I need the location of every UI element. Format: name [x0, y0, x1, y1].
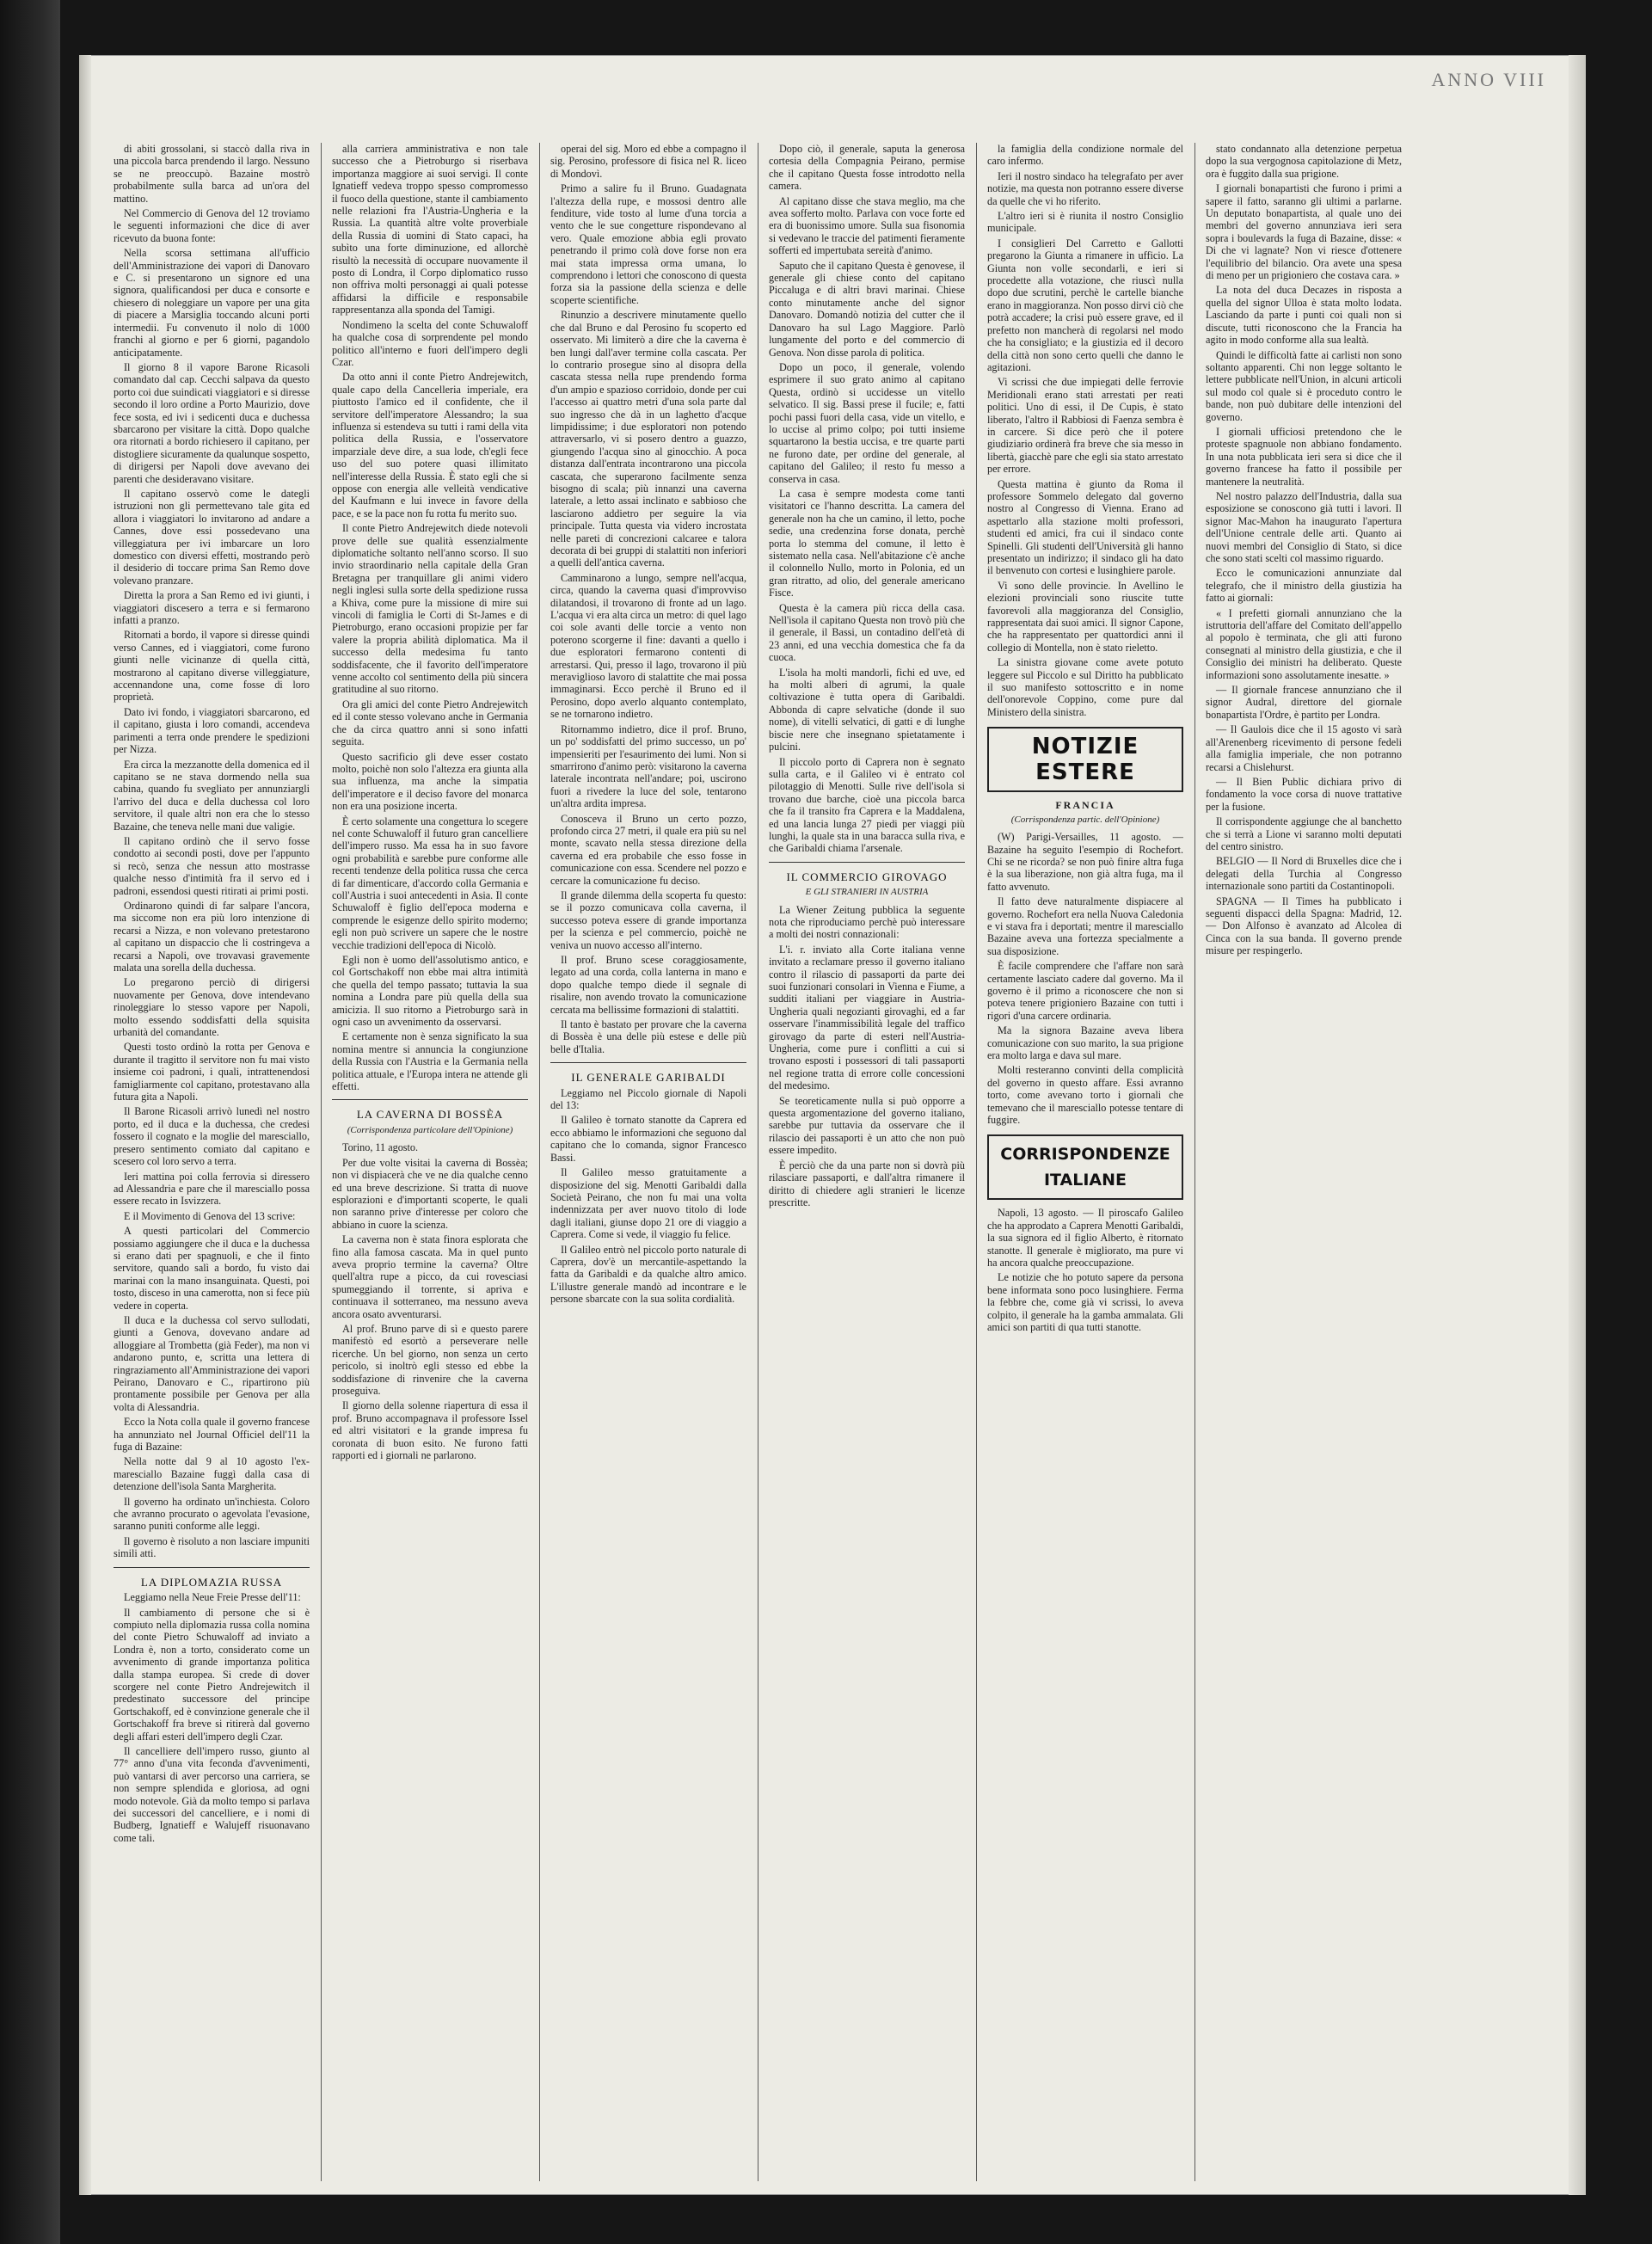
article-paragraph: Il fatto deve naturalmente dispiacere al governo. Rochefort era nella Nuova Caledonia e vi stava fra i deportati; mentre il maresciallo Bazaine aveva una fortezza specialmente a sua disposizione.	[987, 895, 1183, 957]
article-paragraph: Nel nostro palazzo dell'Industria, dalla sua esposizione se conoscono già tutti i lavori. Il signor Mac-Mahon ha inaugurato l'apertura dell'Unione centrale delle arti. Quanto ai nuovi membri del Consiglio di Stato, si dice che sono stati scelti col massimo riguardo.	[1206, 489, 1402, 564]
article-paragraph: la famiglia della condizione normale del caro infermo.	[987, 143, 1183, 168]
article-paragraph: Rinunzio a descrivere minutamente quello che dal Bruno e dal Perosino fu scoperto ed osservato. Mi limiterò a dire che la caverna è ben lungi dall'aver termine colla cascata. Per lo contrario prosegue sino al disopra della cascata stessa nella rupe prendendo forma d'un ampio e spazioso corridoio, donde per cui l'accesso ai quattro metri d'una sola parte dal suo ingresso che dà in un laghetto d'acque limpidissime; i due esploratori non potendo attraversarlo, vi si posero dentro a guazzo, giungendo l'acqua sino al ginocchio. A poca distanza dall'entrata incontrarono una piccola cascata, che superarono facilmente senza bisogno di scala; più innanzi una caverna laterale, a letto assai inclinato e sabbioso che lasciarono addietro per seguire la via principale. Tutta questa via videro incrostata nelle pareti di concrezioni calcaree e talora decorata di bei gruppi di stalattiti non inferiori a quelli dell'antica caverna.	[550, 309, 746, 569]
page-right-margin	[1569, 55, 1586, 2195]
article-paragraph: operai del sig. Moro ed ebbe a compagno il sig. Perosino, professore di fisica nel R. liceo di Mondovì.	[550, 143, 746, 180]
article-paragraph: Egli non è uomo dell'assolutismo antico, e col Gortschakoff non ebbe mai altra intimità che quella del tempo passato; tuttavia la sua nomina a Londra pare più quella della sua amicizia. Il suo ritorno a Pietroburgo sarà in ogni caso un avvenimento da osservarsi.	[332, 954, 528, 1029]
article-paragraph: Ecco la Nota colla quale il governo francese ha annunziato nel Journal Officiel dell'11 la fuga di Bazaine:	[114, 1416, 310, 1454]
article-paragraph: SPAGNA — Il Times ha pubblicato i seguenti dispacci della Spagna: Madrid, 12. — Don Alfonso è avanzato ad Alcolea di Cinca con la sua banda. Il governo prende misure per respingerlo.	[1206, 895, 1402, 957]
article-paragraph: Questa mattina è giunto da Roma il professore Sommelo delegato dal governo nostro al Congresso di Vienna. Erano ad aspettarlo alla stazione molti professori, studenti ed amici, fra cui il sindaco conte Spinelli. Gli studenti dell'Università gli hanno presentato un indirizzo; il sindaco gli ha dato il benvenuto con cortesi e lusinghiere parole.	[987, 477, 1183, 577]
article-paragraph: È facile comprendere che l'affare non sarà certamente lasciato cadere dal governo. Ma il governo è il primo a riconoscere che non si poteva tenere prigioniero Bazaine con tutti i rigori d'una carcere ordinaria.	[987, 960, 1183, 1022]
article-paragraph: Dopo un poco, il generale, volendo esprimere il suo grato animo al capitano Questa, ordinò si uccidesse un vitello selvatico. Il sig. Bassi prese il fucile; e, fatti pochi passi fuori della casa, vide un vitello, e lo uccise al primo colpo; poi tutti insieme squartarono la bestia uccisa, e tre quarte parti ne furono date, per ordine del generale, al capitano del Galileo; il resto fu messo a conserva in casa.	[769, 360, 965, 485]
article-paragraph: Il Galileo entrò nel piccolo porto naturale di Caprera, dov'è un mercantile-aspettando la fatta da Garibaldi e da qualche altro amico. L'illustre generale mandò ad incontrare e le persone sbarcate con la sua solita cordialità.	[550, 1243, 746, 1306]
article-paragraph: Il cambiamento di persone che si è compiuto nella diplomazia russa colla nomina del conte Pietro Schuwaloff ad inviato a Londra è, non a torto, considerato come un avvenimento di grande importanza politica dalla stampa europea. Si crede di dover scorgere nel conte Pietro Andrejewitch il predestinato successore del principe Gortschakoff, ed è convinzione generale che il Gortschakoff fra breve si ritirerà dal governo degli affari esteri dell'impero degli Czar.	[114, 1606, 310, 1743]
article-paragraph: Dato ivi fondo, i viaggiatori sbarcarono, ed il capitano, giusta i loro comandi, accendeva parimenti a terra onde prendere le spedizioni per Nizza.	[114, 705, 310, 756]
estere-subtitle: (Corrispondenza partic. dell'Opinione)	[1010, 814, 1160, 825]
article-paragraph: alla carriera amministrativa e non tale successo che a Pietroburgo si riserbava importanza maggiore ai suoi servigi. Il conte Ignatieff vedeva troppo spesso compromesso il fuoco della questione, stante il cambiamento nelle relazioni fra l'Austria-Ungheria e la Russia. La quantità altre volte proverbiale della Russia di uomini di Stato capaci, ha subìto una forte diminuzione, ed allorchè risultò la necessità di occupare nuovamente il posto di Londra, il Corpo diplomatico russo non offriva molti personaggi ai quali potesse affidarsi la difficile e responsabile rappresentanza alla sponda del Tamigi.	[332, 143, 528, 317]
francia-heading: FRANCIA	[1055, 799, 1115, 812]
section-title-caverna: LA CAVERNA DI BOSSÈA	[356, 1108, 504, 1122]
article-paragraph: La sinistra giovane come avete potuto leggere sul Piccolo e sul Diritto ha pubblicato il suo manifesto sottoscritto e in nome dell'onorevole Coppino, come pure dal Ministero della sinistra.	[987, 656, 1183, 718]
section-subtitle-commercio: E GLI STRANIERI IN AUSTRIA	[805, 887, 929, 898]
article-paragraph: Il capitano osservò come le dategli istruzioni non gli permettevano tale gita ed allora i viaggiatori lo invitarono ad andare a Cannes, dove essi possedevano una villeggiatura per ivi imbarcare un loro domestico con diversi effetti, mostrando però il desiderio di toccare prima San Remo dove volevano pranzare.	[114, 487, 310, 587]
article-paragraph: di abiti grossolani, si staccò dalla riva in una piccola barca prendendo il largo. Nessuno se ne preoccupò. Bazaine mostrò probabilmente sulla barca ad un'ora del mattino.	[114, 143, 310, 205]
column-rule	[539, 143, 540, 2181]
article-paragraph: I giornali bonapartisti che furono i primi a sapere il fatto, saranno gli ultimi a parlarne. Un deputato bonapartista, al quale uno dei membri del governo annunziava ieri sera sopra i boulevards la fuga di Bazaine, disse: « Di che vi lagnate? Non vi riesce d'ottenere l'equilibrio del bilancio. Ora avete una spesa di meno per un prigioniero che costava cara. »	[1206, 182, 1402, 282]
article-paragraph: Nella scorsa settimana all'ufficio dell'Amministrazione dei vapori di Danovaro e C. si presentarono un signore ed una signora, qualificandosi per duca e consorte e chiesero di noleggiare un vapore per una gita di piacere a Marsiglia toccando alcuni porti intermedii. Fu convenuto il nolo di 1000 franchi al giorno e per 6 giorni, pagandolo anticipatamente.	[114, 247, 310, 359]
article-paragraph: « I prefetti giornali annunziano che la istruttoria dell'affare del Comitato dell'appello al popolo è terminata, che gli atti furono consegnati al ministro della giustizia, e che il Consiglio dei ministri ha deliberato. Queste informazioni sono assolutamente inesatte. »	[1206, 606, 1402, 681]
column-rule	[976, 143, 977, 2181]
col2-section-paragraphs	[332, 1141, 528, 1461]
corrispondenze-italiane-heading: CORRISPONDENZE ITALIANE	[987, 1134, 1183, 1200]
col5-estere-paragraphs	[987, 831, 1183, 1126]
col5-paragraphs	[987, 143, 1183, 718]
column-rule	[1194, 143, 1195, 2181]
col6-paragraphs	[1206, 143, 1402, 957]
divider	[769, 862, 965, 863]
article-paragraph: E il Movimento di Genova del 13 scrive:	[124, 1209, 296, 1222]
column-4	[769, 143, 965, 2181]
col2-paragraphs	[332, 143, 528, 1092]
article-paragraph: È perciò che da una parte non si dovrà più rilasciare passaporti, e dall'altra rimanere il diritto di chiedere agli stranieri le licenze prescritte.	[769, 1159, 965, 1208]
article-paragraph: Il cancelliere dell'impero russo, giunto al 77° anno d'una vita feconda d'avvenimenti, può vantarsi di aver percorso una carriera, se non sempre splendida e gloriosa, ad ogni modo notevole. Già da molto tempo si parlava dei successori del cancelliere, e i nomi di Budberg, Ignatieff e Walujeff risuonavano come tali.	[114, 1744, 310, 1844]
article-paragraph: Da otto anni il conte Pietro Andrejewitch, quale capo della Cancelleria imperiale, era piuttosto l'amico ed il confidente, che il servitore dell'imperatore Alessandro; la sua influenza si estendeva su tutti i rami della vita politica della Russia, e l'osservatore imparziale deve dire, a sua lode, ch'egli fece uso del suo potere quasi illimitato nell'interesse della Russia. È stato egli che si oppose con energia alle velleità vendicative del Kaufmann e lui invece in favore della pace, e se la pace non fu rotta fu merito suo.	[332, 371, 528, 520]
article-paragraph: Camminarono a lungo, sempre nell'acqua, circa, quando la caverna quasi d'improvviso dilatandosi, il trovarono di fronte ad un lago. L'acqua vi era alta circa un metro: di quel lago coi sole avanti delle torcie a vento non poterono scorgerne il fine: davanti a quello i due esploratori fermarono contenti di arrestarsi. Qui, presso il lago, trovarono il più meraviglioso lavoro di stalattite che mai possa immaginarsi. Ecco perchè il Bruno ed il Perosino, dopo averlo alquanto contemplato, se ne tornarono indietro.	[550, 571, 746, 721]
article-paragraph: L'i. r. inviato alla Corte italiana venne invitato a reclamare presso il governo italiano contro il rilascio di passaporti da parte dei suoi funzionari consolari in Vienna e Fiume, a sudditi italiani per viaggiare in Austria-Ungheria quali negozianti girovaghi, ed a far osservare l'inammissibilità legale del traffico girovago da parte di esteri nell'Austria-Ungheria, come pure i conflitti a cui si trovano esposti i possessori di tali passaporti nel regione tratta di errore colle concessioni del medesimo.	[769, 943, 965, 1092]
article-paragraph: Nella notte dal 9 al 10 agosto l'ex-maresciallo Bazaine fuggì dalla casa di detenzione dell'isola Santa Margherita.	[114, 1455, 310, 1493]
article-paragraph: La casa è sempre modesta come tanti visitatori ce l'hanno descritta. La camera del generale non ha che un camino, il letto, poche sedie, una credenzina forse donata, perchè porta lo stemma del comune, il letto è sistemato nella casa. Nell'abitazione c'è anche il colonnello Nullo, morto in Polonia, ed un gran ritratto, ad olio, del generale americano Fisce.	[769, 487, 965, 599]
article-paragraph: stato condannato alla detenzione perpetua dopo la sua vergognosa capitolazione di Metz, ora è fuggito dalla sua prigione.	[1206, 143, 1402, 180]
article-paragraph: È certo solamente una congettura lo scegere nel conte Schuwaloff il futuro gran cancelliere dell'impero russo. Ma essa ha in suo favore ogni probabilità e sarebbe pure conforme alle recenti tendenze della politica russa che cerca di far dimenticare, d'accordo colla Germania e coll'Austria i suoi antecedenti in Asia. Il conte Schuwaloff è figlio dell'epoca moderna e comprende le esigenze dello spirito moderno; egli non può scrivere un sapere che le nostre vecchie tradizioni dell'epoca di Nicolò.	[332, 815, 528, 951]
col3-paragraphs	[550, 143, 746, 1055]
article-paragraph: Le notizie che ho potuto sapere da persona bene informata sono poco lusinghiere. Ferma la febbre che, come già vi scrissi, lo aveva colpito, il generale ha la gamba ammalata. Gli amici son partiti di qua tutti stanotte.	[987, 1271, 1183, 1334]
article-paragraph: Il capitano ordinò che il servo fosse condotto ai secondi posti, dove per l'appunto si recò, senza che nessun atto mostrasse qualche nesso d'intimità fra il servo ed i padroni, essendosi questi ritirati ai primi posti.	[114, 834, 310, 897]
article-paragraph: A questi particolari del Commercio possiamo aggiungere che il duca e la duchessa si erano dati per spagnuoli, e che il finto servitore, quando salì a bordo, fu visto dai marinai con la mano insanguinata. Questi, poi tosto, disceso in una camerotta, non si fece più vedere in coperta.	[114, 1225, 310, 1312]
article-paragraph: Il giorno della solenne riapertura di essa il prof. Bruno accompagnava il professore Issel ed altri visitatori e la grande impresa fu coronata di buon esito. Ne furono fatti rapporti ed i giornali ne parlarono.	[332, 1399, 528, 1462]
article-paragraph: Al prof. Bruno parve di sì e questo parere manifestò ed esortò a perseverare nelle ricerche. Un bel giorno, non senza un certo pericolo, si inoltrò egli stesso ed ebbe la soddisfazione di rinvenire che la caverna proseguiva.	[332, 1322, 528, 1397]
article-paragraph: Vi scrissi che due impiegati delle ferrovie Meridionali erano stati arrestati per reati politici. Uno di essi, il De Cupis, è stato liberato, l'altro il Rabbiosi di Faenza sembra è in carcere. Si dice però che il potere giudiziario ordinerà fra breve che sia messo in libertà, giacchè pare che egli sia stato arrestato per errore.	[987, 376, 1183, 476]
article-paragraph: Ieri mattina poi colla ferrovia si diressero ad Alessandria e pare che il maresciallo possa essere recato in Isvizzera.	[114, 1170, 310, 1208]
section-subtitle-caverna: (Corrispondenza particolare dell'Opinione)	[347, 1124, 513, 1135]
article-paragraph: La caverna non è stata finora esplorata che fino alla famosa cascata. Ma in quel punto aveva proprio termine la caverna? Oltre quell'altra rupe a picco, da cui rovesciasi spumeggiando il torrente, si apriva e continuava il sotterraneo, ma nessuno aveva ancora osato avventurarsi.	[332, 1233, 528, 1320]
article-paragraph: Il grande dilemma della scoperta fu questo: se il pozzo comunicava colla caverna, il successo poteva essere di grande importanza per la scienza e pel commercio, poichè ne veniva un nuovo accesso all'interno.	[550, 888, 746, 951]
article-paragraph: Ritornati a bordo, il vapore si diresse quindi verso Cannes, ed i viaggiatori, come furono giunti nelle vicinanze di quella città, mostrarono al capitano diverse villeggiature, accennandone una, come fosse di loro proprietà.	[114, 629, 310, 704]
article-paragraph: E certamente non è senza significato la sua nomina mentre si annuncia la congiunzione della Russia con l'Austria e la Germania nella politica attuale, e l'Europa intera ne attende gli effetti.	[332, 1030, 528, 1093]
article-paragraph: Quindi le difficoltà fatte ai carlisti non sono soltanto apparenti. Chi non legge soltanto le lettere pubblicate nell'Union, in alcuni articoli sul modo col quale si è proceduto contro le bande, non può dubitare delle intenzioni del governo.	[1206, 348, 1402, 423]
article-paragraph: Il tanto è bastato per provare che la caverna di Bossèa è una delle più estese e delle più belle d'Italia.	[550, 1018, 746, 1055]
article-paragraph: Napoli, 13 agosto. — Il piroscafo Galileo che ha approdato a Caprera Menotti Garibaldi, la sua signora ed il figlio Alberto, è ritornato stanotte. Il generale è migliorato, ma pure vi ha ancora qualche preoccupazione.	[987, 1207, 1183, 1270]
notizie-estere-heading: NOTIZIE ESTERE	[987, 727, 1183, 792]
col4-section-paragraphs	[769, 904, 965, 1209]
article-paragraph: Se teoreticamente nulla si può opporre a questa argomentazione del governo italiano, sarebbe pur tuttavia da osservare che il rilascio dei passaporti è un atto che non può essere impedito.	[769, 1094, 965, 1157]
article-paragraph: Questi tosto ordinò la rotta per Genova e durante il tragitto il servitore non fu mai visto insieme coi padroni, i quali, intrattenendosi famigliarmente col capitano, protestavano alla futura gita a Napoli.	[114, 1041, 310, 1104]
column-1	[114, 143, 310, 2181]
article-paragraph: Leggiamo nel Piccolo giornale di Napoli del 13:	[550, 1086, 746, 1112]
columns-container	[114, 143, 1541, 2181]
page-binding-edge	[79, 55, 91, 2195]
article-paragraph: Il duca e la duchessa col servo sullodati, giunti a Genova, dovevano andare ad alloggiare al Trombetta (già Feder), ma non vi andarono punto, e, scritta una lettera di ringraziamento all'Amministrazione dei vapori Peirano, Danovaro e C., ripartirono più prontamente possibile per Genova per alla volta di Alessandria.	[114, 1313, 310, 1413]
column-3	[550, 143, 746, 2181]
col3-section-paragraphs	[550, 1087, 746, 1306]
article-paragraph: Nel Commercio di Genova del 12 troviamo le seguenti informazioni che dice di aver ricevuto da buona fonte:	[114, 207, 310, 244]
divider	[550, 1062, 746, 1063]
article-paragraph: Nondimeno la scelta del conte Schuwaloff ha qualche cosa di sorprendente pel mondo politico all'interno e fuori dell'impero degli Czar.	[332, 318, 528, 368]
divider	[114, 1567, 310, 1568]
article-paragraph: Il giorno 8 il vapore Barone Ricasoli comandato dal cap. Cecchi salpava da questo porto coi due suindicati viaggiatori e si diresse secondo il loro ordine a Porto Maurizio, dove fece sosta, ed ivi i sedicenti duca e duchessa sbarcarono per visitare la città. Dopo qualche ora ritornati a bordo richiesero il capitano, per distogliere sicuramente da qualunque sospetto, di dirigersi per Napoli dove avevano dei parenti che desideravano visitare.	[114, 360, 310, 485]
article-paragraph: Questo sacrificio gli deve esser costato molto, poichè non solo l'altezza era giunta alla sua influenza, ma anche la simpatia dell'imperatore e il deciso favore del monarca non era una posizione incerta.	[332, 750, 528, 813]
column-5	[987, 143, 1183, 2181]
col1-paragraphs	[114, 143, 310, 1560]
article-paragraph: (W) Parigi-Versailles, 11 agosto. — Bazaine ha seguito l'esempio di Rochefort. Chi se ne ricorda? se non può finire altra fuga è la sua liberazione, non già altra fuga, ma il fatto avvenuto.	[987, 831, 1183, 893]
article-paragraph: BELGIO — Il Nord di Bruxelles dice che i delegati della Turchia al Congresso internazionale sono partiti da Costantinopoli.	[1206, 855, 1402, 893]
article-paragraph: Ma la signora Bazaine aveva libera comunicazione con suo marito, la sua prigione era molto larga e dava sul mare.	[987, 1024, 1183, 1061]
article-paragraph: — Il Bien Public dichiara privo di fondamento la voce corsa di nuove trattative per la fusione.	[1206, 775, 1402, 813]
article-paragraph: La nota del duca Decazes in risposta a quella del signor Ulloa è stata molto lodata. Lasciando da parte i punti coi quali non si discute, tutti riconoscono che la Francia ha agito in modo conforme alla sua lealtà.	[1206, 284, 1402, 347]
column-rule	[321, 143, 322, 2181]
article-paragraph: Il Galileo messo gratuitamente a disposizione del sig. Menotti Garibaldi dalla Società Peirano, che non fu mai una volta indennizzata per aver nuovo titolo di lode dagli italiani, giunse dopo 21 ore di viaggio a Caprera. Come si vede, il viaggio fu felice.	[550, 1166, 746, 1241]
newspaper-page	[79, 55, 1586, 2195]
header-fragment: ANNO VIII	[1431, 69, 1546, 90]
article-paragraph: Il prof. Bruno scese coraggiosamente, legato ad una corda, colla lanterna in mano e dopo qualche tempo diede il segnale di risalire, non avendo trovato la comunicazione cercata ma bellissime formazioni di stalattiti.	[550, 954, 746, 1016]
article-paragraph: L'isola ha molti mandorli, fichi ed uve, ed ha molti alberi di agrumi, la quale coltivazione è tutta opera di Garibaldi. Abbonda di capre selvatiche (donde il suo nome), di vitelli selvatici, di gatti e di lunghe biscie nere che insegnano spietatamente i pulcini.	[769, 666, 965, 753]
divider	[332, 1099, 528, 1100]
article-paragraph: Il piccolo porto di Caprera non è segnato sulla carta, e il Galileo vi è entrato col pilotaggio di Menotti. Sulle rive dell'isola si trovano due barche, cioè una piccola barca che fa il transito fra Caprera e la Maddalena, ed una lancia lunga 27 piedi per viaggi più lunghi, la quale sta in una baracca sulla riva, e che Garibaldi chiama l'arsenale.	[769, 755, 965, 855]
article-paragraph: Conosceva il Bruno un certo pozzo, profondo circa 27 metri, il quale era più su nel monte, scavato nella stessa direzione della caverna ed era probabile che esso fosse in comunicazione con essa. Scendere nel pozzo e cercare la comunicazione fu deciso.	[550, 812, 746, 887]
article-paragraph: Il governo ha ordinato un'inchiesta. Coloro che avranno procurato o agevolata l'evasione, saranno puniti conforme alle leggi.	[114, 1495, 310, 1533]
article-paragraph: La Wiener Zeitung pubblica la seguente nota che riproduciamo perchè può interessare a molti dei nostri connazionali:	[769, 903, 965, 941]
article-paragraph: L'altro ieri si è riunita il nostro Consiglio municipale.	[987, 210, 1183, 235]
article-paragraph: I consiglieri Del Carretto e Gallotti pregarono la Giunta a rimanere in ufficio. La Giunta non volle secondarli, e ieri si procedette alla votazione, che riuscì nulla dopo due scrutini, perchè le cartelle bianche erano in maggioranza. Non posso dirvi ciò che potrà accadere; la crisi può essere grave, ed il prefetto non mancherà di regolarsi nel modo che ha consigliato; e la giustizia ed il decoro della città non sono certo quelli che danno le agitazioni.	[987, 237, 1183, 373]
article-paragraph: Ecco le comunicazioni annunziate dal telegrafo, che il ministro della giustizia ha fatto ai giornali:	[1206, 567, 1402, 605]
article-paragraph: Diretta la prora a San Remo ed ivi giunti, i viaggiatori discesero a terra e si fermarono infatti a pranzo.	[114, 589, 310, 627]
col4-paragraphs	[769, 143, 965, 855]
article-paragraph: Vi sono delle provincie. In Avellino le elezioni provinciali sono riuscite tutte favorevoli alla maggioranza del Consiglio, rappresentata dai suoi amici. Il signor Capone, che ha rappresentato per quattordici anni il collegio di Montella, non è stato rieletto.	[987, 579, 1183, 654]
article-paragraph: Il governo è risoluto a non lasciare impuniti simili atti.	[114, 1534, 310, 1560]
article-paragraph: Ora gli amici del conte Pietro Andrejewitch ed il conte stesso volevano anche in Germania che da circa quattro anni si sono infatti seguita.	[332, 698, 528, 748]
article-paragraph: Il corrispondente aggiunge che al banchetto che si terrà a Lione vi saranno molti deputati del centro sinistro.	[1206, 815, 1402, 852]
article-paragraph: Il conte Pietro Andrejewitch diede notevoli prove delle sue qualità essenzialmente diplomatiche soltanto nell'anno scorso. Il suo invio straordinario nella capitale della Gran Bretagna per tranquillare gli animi videro negli inglesi sulla sorte della spedizione russa a Khiva, come pure la missione di mire sui vincoli di famiglia le Corti di St-James e di Pietroburgo, erano occasioni propizie per far valere la propria abilità diplomatica. Ma il successo della medesima fu tanto soddisfacente, che il favorito dell'imperatore venne accolto col sentimento della più sincera gratitudine al suo ritorno.	[332, 522, 528, 696]
article-paragraph: Era circa la mezzanotte della domenica ed il capitano se ne stava dormendo nella sua cabina, quando fu svegliato per annunziargli l'arrivo del duca e della duchessa col loro servitore, il quale altri non era che lo stesso Bazaine, che teneva nelle mani due valigie.	[114, 758, 310, 833]
column-2	[332, 143, 528, 2181]
section-title-commercio: IL COMMERCIO GIROVAGO	[786, 870, 948, 883]
article-paragraph: Saputo che il capitano Questa è genovese, il generale gli chiese conto del capitano Piccaluga e di altri bravi marinai. Chiese conto minutamente anche del signor Danovaro. Domandò notizia del cutter che il Danovaro ha sul Lago Maggiore. Parlò lungamente del porto e del commercio di Genova. Non disse parola di politica.	[769, 259, 965, 359]
column-6	[1206, 143, 1402, 2181]
article-paragraph: Al capitano disse che stava meglio, ma che avea sofferto molto. Parlava con voce forte ed era di buonissimo umore. Sulla sua fisonomia si vedevano le traccie del patimenti fieramente sofferti ed impertubata sereità d'animo.	[769, 194, 965, 257]
scan-dark-edge	[0, 0, 60, 2244]
section-title-diplomazia: LA DIPLOMAZIA RUSSA	[140, 1575, 283, 1589]
article-paragraph: — Il Gaulois dice che il 15 agosto vi sarà all'Arenenberg ricevimento di persone fedeli alla famiglia imperiale, che non potranno recarsi a Chislehurst.	[1206, 723, 1402, 773]
article-paragraph: Torino, 11 agosto.	[342, 1141, 419, 1154]
col1-section-paragraphs	[114, 1591, 310, 1844]
article-paragraph: Lo pregarono perciò di dirigersi nuovamente per Genova, dove intendevano rinoleggiare lo stesso vapore per Napoli, molto essendo soddisfatti della squisita urbanità del comandante.	[114, 976, 310, 1039]
article-paragraph: Ordinarono quindi di far salpare l'ancora, ma siccome non era più loro intenzione di recarsi a Nizza, e non volevano pretestarono al capitano un dispaccio che li costringeva a recarsi a Napoli, ove trovavasi gravemente malata una sorella della duchessa.	[114, 899, 310, 974]
section-title-garibaldi: IL GENERALE GARIBALDI	[571, 1071, 726, 1085]
col5-italiane-paragraphs	[987, 1207, 1183, 1333]
article-paragraph: Leggiamo nella Neue Freie Presse dell'11:	[124, 1591, 301, 1604]
article-paragraph: Ritornammo indietro, dice il prof. Bruno, un po' soddisfatti del primo successo, un po' impensieriti per l'esaurimento dei lumi. Non si smarrirono d'animo però: visitarono la caverna laterale incontrata nell'andare; poi, uscirono fuori a rivedere la luce del sole, tentarono un'altra ardita impresa.	[550, 722, 746, 810]
article-paragraph: — Il giornale francese annunziano che il signor Audral, direttore del giornale bonapartista l'Ordre, è partito per Londra.	[1206, 684, 1402, 721]
article-paragraph: Il Galileo è tornato stanotte da Caprera ed ecco abbiamo le informazioni che seguono dal capitano che lo comanda, signor Francesco Bassi.	[550, 1114, 746, 1164]
article-paragraph: Primo a salire fu il Bruno. Guadagnata l'altezza della rupe, e mossosi dentro alle fenditure, vide tosto al lume d'una torcia a vento che le sue congetture rispondevano al vero. Quale emozione abbia egli provato penetrando il primo colà dove forse non era mai stata impressa orma umana, lo comprendono i lettori che conoscono di questa forza sia la passione della scienza e delle scoperte scientifiche.	[550, 182, 746, 306]
article-paragraph: Questa è la camera più ricca della casa. Nell'isola il capitano Questa non trovò più che il generale, il Bassi, un contadino dell'età di 23 anni, ed una vecchia domestica che fa da cuoca.	[769, 601, 965, 664]
article-paragraph: Ieri il nostro sindaco ha telegrafato per aver notizie, ma questa non potranno essere diverse da quelle che vi ho riferito.	[987, 169, 1183, 207]
article-paragraph: Il Barone Ricasoli arrivò lunedì nel nostro porto, ed il duca e la duchessa, che credesi fossero il cognato e la moglie del maresciallo, presero sentimento comiato dal capitano e scesero col loro servo a terra.	[114, 1105, 310, 1168]
article-paragraph: I giornali ufficiosi pretendono che le proteste spagnuole non abbiano fondamento. In una nota pubblicata ieri sera si dice che il governo francese ha fatto il possibile per mantenere la neutralità.	[1206, 425, 1402, 488]
article-paragraph: Per due volte visitai la caverna di Bossèa; non vi dispiacerà che ve ne dia qualche cenno ed una breve descrizione. Si tratta di nuove esplorazioni e d'importanti scoperte, le quali non saranno prive d'interesse per coloro che abbiano in cuore la scienza.	[332, 1156, 528, 1231]
article-paragraph: Dopo ciò, il generale, saputa la generosa cortesia della Compagnia Peirano, permise che il capitano Questa fosse introdotto nella camera.	[769, 143, 965, 193]
article-paragraph: Molti resteranno convinti della complicità del governo in questo affare. Essi avranno torto, come avevano torto i giornali che temevano che il maresciallo potesse tentare di fuggire.	[987, 1064, 1183, 1127]
